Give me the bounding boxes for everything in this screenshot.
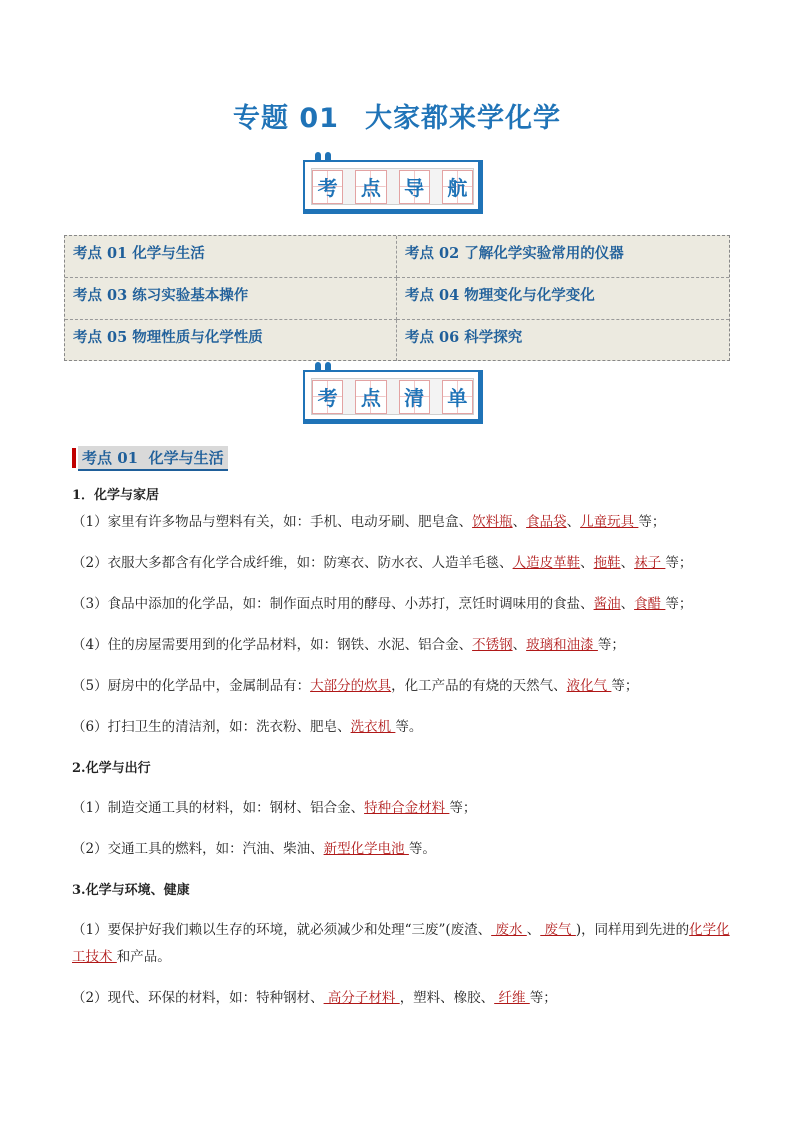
answer-blank: 废气 — [540, 922, 576, 938]
paragraph: （1）要保护好我们赖以生存的环境，就必须减少和处理“三废”(废渣、 废水 、 废气 )，同样用到先进的化学化工技术 和产品。 — [72, 922, 730, 965]
subheading: 3.化学与环境、健康 — [72, 883, 190, 898]
answer-blank: 儿童玩具 — [580, 514, 639, 530]
paragraph: （2）交通工具的燃料，如：汽油、柴油、新型化学电池 等。 — [72, 841, 436, 857]
answer-blank: 高分子材料 — [323, 990, 400, 1006]
paragraph: （4）住的房屋需要用到的化学品材料，如：钢铁、水泥、铝合金、不锈钢、玻璃和油漆 等； — [72, 637, 625, 653]
answer-blank: 新型化学电池 — [323, 841, 409, 857]
title-number: 专题 01 — [233, 103, 339, 134]
answer-blank: 饮料瓶 — [472, 514, 513, 530]
index-item[interactable]: 考点 05 物理性质与化学性质 — [65, 320, 397, 361]
answer-blank: 大部分的炊具 — [310, 678, 392, 694]
index-item[interactable]: 考点 02 了解化学实验常用的仪器 — [397, 236, 729, 278]
banner-char: 点 — [355, 380, 386, 414]
answer-blank: 不锈钢 — [472, 637, 513, 653]
banner-navigation — [303, 152, 487, 216]
paragraph: （2）现代、环保的材料，如：特种钢材、 高分子材料 ，塑料、橡胶、 纤维 等； — [72, 990, 557, 1006]
answer-blank: 化学化工技术 — [72, 922, 730, 965]
banner-checklist — [303, 362, 487, 426]
banner-char: 点 — [355, 170, 386, 204]
paragraph: （2）衣服大多都含有化学合成纤维，如：防寒衣、防水衣、人造羊毛毯、人造皮革鞋、拖鞋、袜子 等； — [72, 555, 693, 571]
section-heading — [72, 447, 228, 469]
answer-blank: 人造皮革鞋 — [512, 555, 581, 571]
page-title — [0, 96, 794, 135]
banner-char: 导 — [399, 170, 430, 204]
banner-char: 航 — [442, 170, 473, 204]
index-item[interactable]: 考点 06 科学探究 — [405, 329, 523, 346]
answer-blank: 袜子 — [634, 555, 666, 571]
paragraph: （3）食品中添加的化学品，如：制作面点时用的酵母、小苏打，烹饪时调味用的食盐、酱油、食醋 等； — [72, 596, 693, 612]
banner-char: 单 — [442, 380, 473, 414]
answer-blank: 玻璃和油漆 — [526, 637, 598, 653]
paragraph: （6）打扫卫生的清洁剂，如：洗衣粉、肥皂、洗衣机 等。 — [72, 719, 423, 735]
index-item[interactable]: 考点 03 练习实验基本操作 — [65, 278, 397, 320]
answer-blank: 废水 — [491, 922, 527, 938]
answer-blank: 食醋 — [634, 596, 666, 612]
index-item[interactable]: 考点 04 物理变化与化学变化 — [397, 278, 729, 320]
answer-blank: 食品袋 — [526, 514, 567, 530]
paragraph: （1）家里有许多物品与塑料有关，如：手机、电动牙刷、肥皂盒、饮料瓶、食品袋、儿童玩具 等； — [72, 514, 666, 530]
section-title: 化学与生活 — [148, 448, 224, 467]
answer-blank: 洗衣机 — [350, 719, 396, 735]
subheading: 1．化学与家居 — [72, 488, 160, 503]
section-marker — [72, 448, 76, 468]
answer-blank: 酱油 — [593, 596, 621, 612]
index-item[interactable]: 考点 01 化学与生活 — [65, 236, 397, 278]
subheading: 2.化学与出行 — [72, 761, 151, 776]
answer-blank: 特种合金材料 — [364, 800, 450, 816]
answer-blank: 液化气 — [566, 678, 612, 694]
topic-index-table — [64, 235, 730, 361]
section-number: 考点 01 — [82, 448, 139, 467]
banner-char: 考 — [312, 380, 343, 414]
paragraph: （1）制造交通工具的材料，如：钢材、铝合金、特种合金材料 等； — [72, 800, 477, 816]
paragraph: （5）厨房中的化学品中，金属制品有：大部分的炊具，化工产品的有烧的天然气、液化气 等； — [72, 678, 639, 694]
answer-blank: 纤维 — [494, 990, 530, 1006]
banner-char: 考 — [312, 170, 343, 204]
title-text: 大家都来学化学 — [364, 103, 561, 134]
banner-char: 清 — [399, 380, 430, 414]
answer-blank: 拖鞋 — [593, 555, 621, 571]
